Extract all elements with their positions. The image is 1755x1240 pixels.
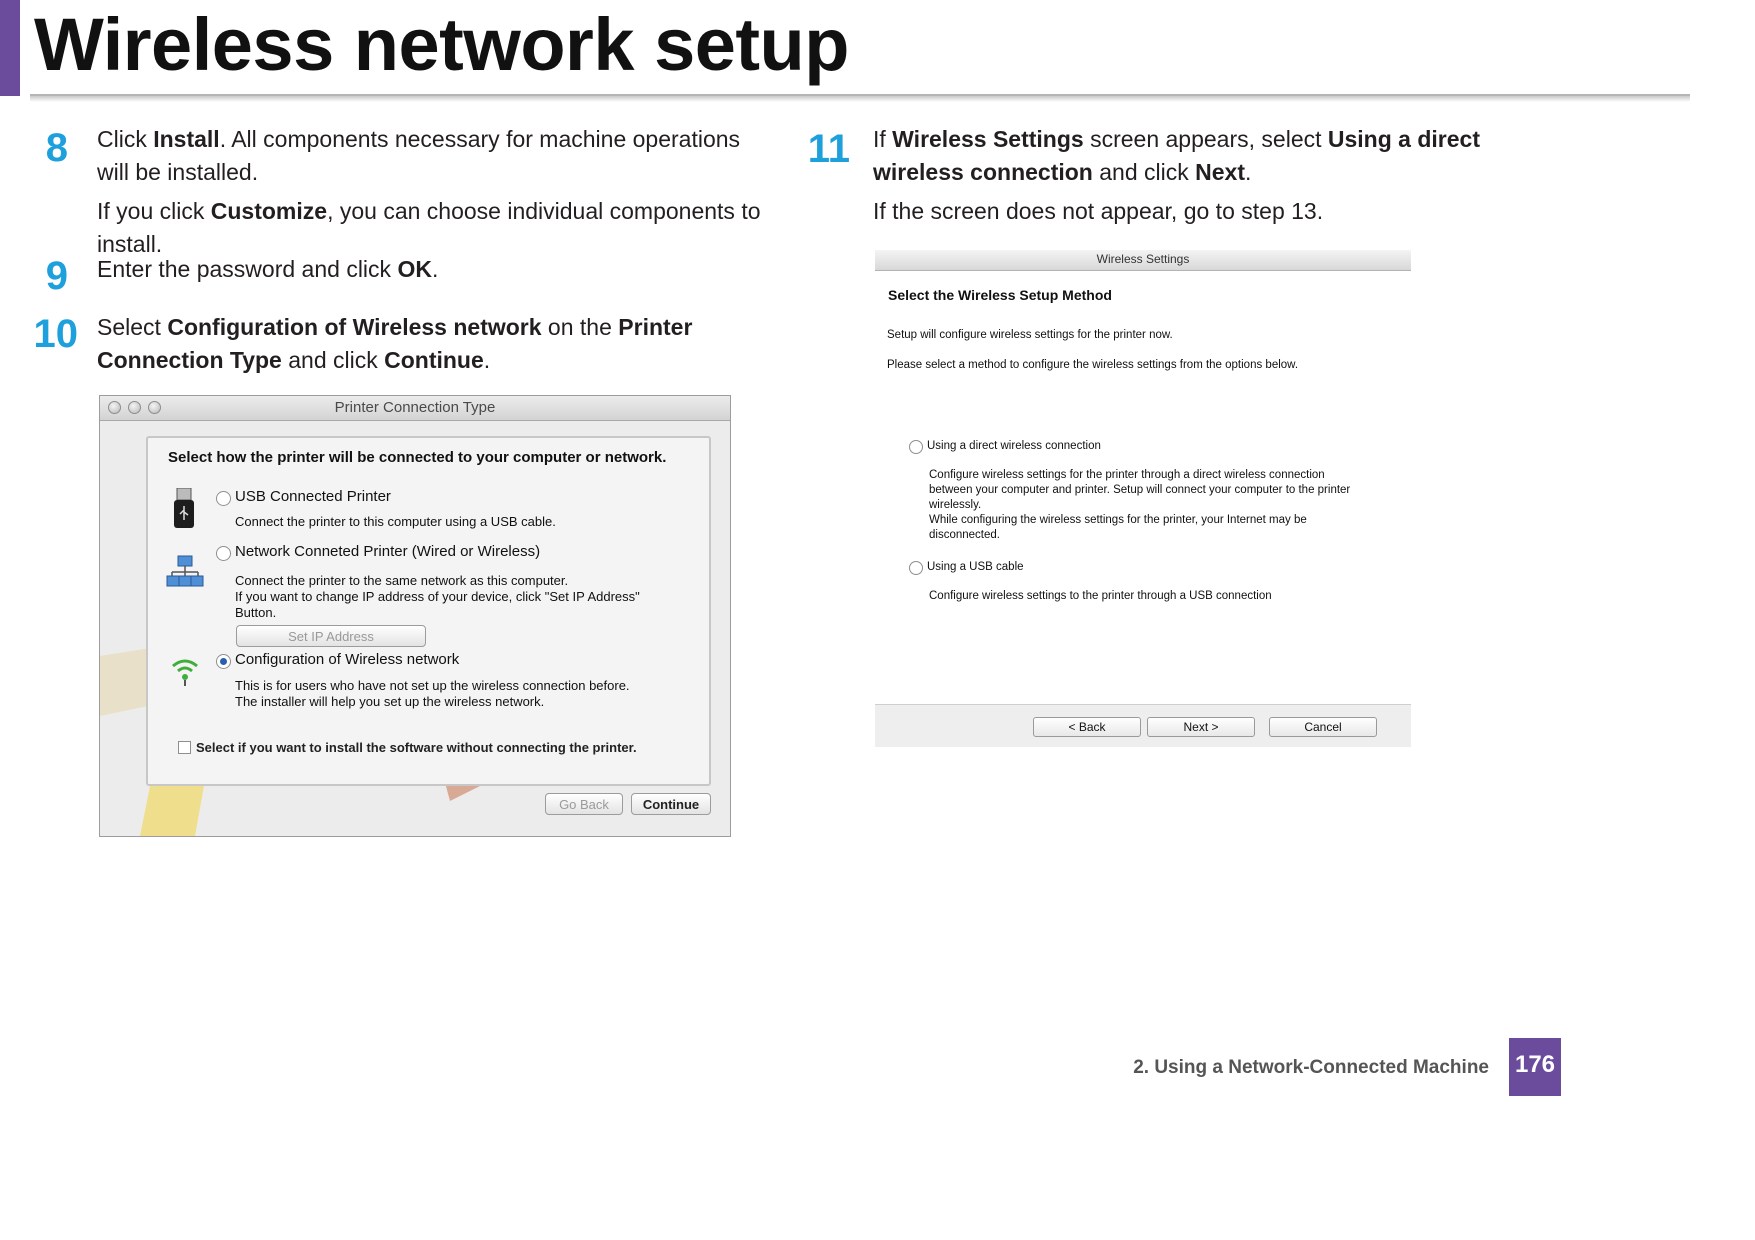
step-8-text: Click Install. All components necessary for machine operations will be installed. [97, 126, 741, 185]
page-number: 176 [1509, 1038, 1561, 1096]
usb-connected-label: USB Connected Printer [235, 488, 391, 505]
install-without-printer-checkbox[interactable] [178, 741, 191, 754]
network-computers-icon [166, 554, 204, 590]
network-connected-label: Network Conneted Printer (Wired or Wireless) [235, 543, 541, 560]
setup-intro-line-1: Setup will configure wireless settings for the printer now. [887, 329, 1173, 341]
footer-chapter: 2. Using a Network-Connected Machine [1133, 1057, 1489, 1078]
step-number-10: 10 [33, 312, 78, 356]
network-desc-2: If you want to change IP address of your device, click "Set IP Address" [235, 589, 640, 604]
direct-wireless-desc-4: While configuring the wireless settings for the printer, your Internet may be [929, 514, 1307, 526]
step-8-subtext: If you click Customize, you can choose individual components to install. [97, 198, 761, 257]
connection-options-panel [146, 436, 711, 786]
install-without-printer-label: Select if you want to install the software without connecting the printer. [196, 740, 637, 755]
step-number-9: 9 [45, 254, 68, 298]
step-11-text: If Wireless Settings screen appears, select Using a direct wireless connection and click Next. [873, 126, 1480, 185]
usb-connected-radio[interactable] [216, 491, 231, 506]
printer-connection-type-window [99, 395, 731, 837]
wireless-signal-icon [170, 656, 200, 686]
usb-cable-radio[interactable] [909, 561, 923, 575]
direct-wireless-desc-2: between your computer and printer. Setup will connect your computer to the printer [929, 484, 1351, 496]
step-number-8: 8 [45, 126, 68, 170]
usb-plug-icon [172, 488, 196, 530]
cancel-button[interactable]: Cancel [1269, 717, 1377, 737]
wireless-window-titlebar [875, 250, 1411, 271]
step-11-subtext: If the screen does not appear, go to step 13. [873, 198, 1324, 224]
network-connected-radio[interactable] [216, 546, 231, 561]
title-divider [30, 94, 1690, 102]
panel-heading: Select how the printer will be connected to your computer or network. [168, 449, 667, 466]
wireless-desc-2: The installer will help you set up the wireless network. [235, 694, 545, 709]
step-9-text: Enter the password and click OK. [97, 256, 439, 282]
go-back-button[interactable]: Go Back [545, 793, 623, 815]
network-desc-3: Button. [235, 605, 277, 620]
window-titlebar [100, 396, 730, 421]
wireless-config-label: Configuration of Wireless network [235, 651, 460, 668]
window-title: Printer Connection Type [334, 399, 496, 416]
usb-cable-label: Using a USB cable [927, 561, 1024, 573]
network-desc-1: Connect the printer to the same network as this computer. [235, 573, 569, 588]
setup-intro-line-2: Please select a method to configure the wireless settings from the options below. [887, 359, 1299, 371]
direct-wireless-radio[interactable] [909, 440, 923, 454]
continue-button[interactable]: Continue [631, 793, 711, 815]
direct-wireless-desc-3: wirelessly. [929, 499, 982, 511]
step-10-text: Select Configuration of Wireless network on the Printer Connection Type and click Continue. [97, 314, 693, 373]
usb-cable-desc: Configure wireless settings to the printer through a USB connection [929, 590, 1272, 602]
wireless-desc-1: This is for users who have not set up the wireless connection before. [235, 678, 630, 693]
page-title: Wireless network setup [34, 3, 849, 86]
wireless-config-radio[interactable] [216, 654, 231, 669]
usb-connected-desc: Connect the printer to this computer using a USB cable. [235, 514, 556, 529]
next-button[interactable]: Next > [1147, 717, 1255, 737]
step-number-11: 11 [807, 127, 850, 171]
back-button[interactable]: < Back [1033, 717, 1141, 737]
title-accent-bar [0, 0, 20, 96]
wireless-window-title: Wireless Settings [1096, 252, 1190, 266]
wireless-settings-window [875, 250, 1411, 747]
direct-wireless-desc-5: disconnected. [929, 529, 1000, 541]
direct-wireless-desc-1: Configure wireless settings for the printer through a direct wireless connection [929, 469, 1325, 481]
wireless-button-bar [875, 704, 1411, 747]
setup-method-heading: Select the Wireless Setup Method [888, 287, 1112, 303]
set-ip-address-button[interactable]: Set IP Address [236, 625, 426, 647]
direct-wireless-label: Using a direct wireless connection [927, 440, 1101, 452]
